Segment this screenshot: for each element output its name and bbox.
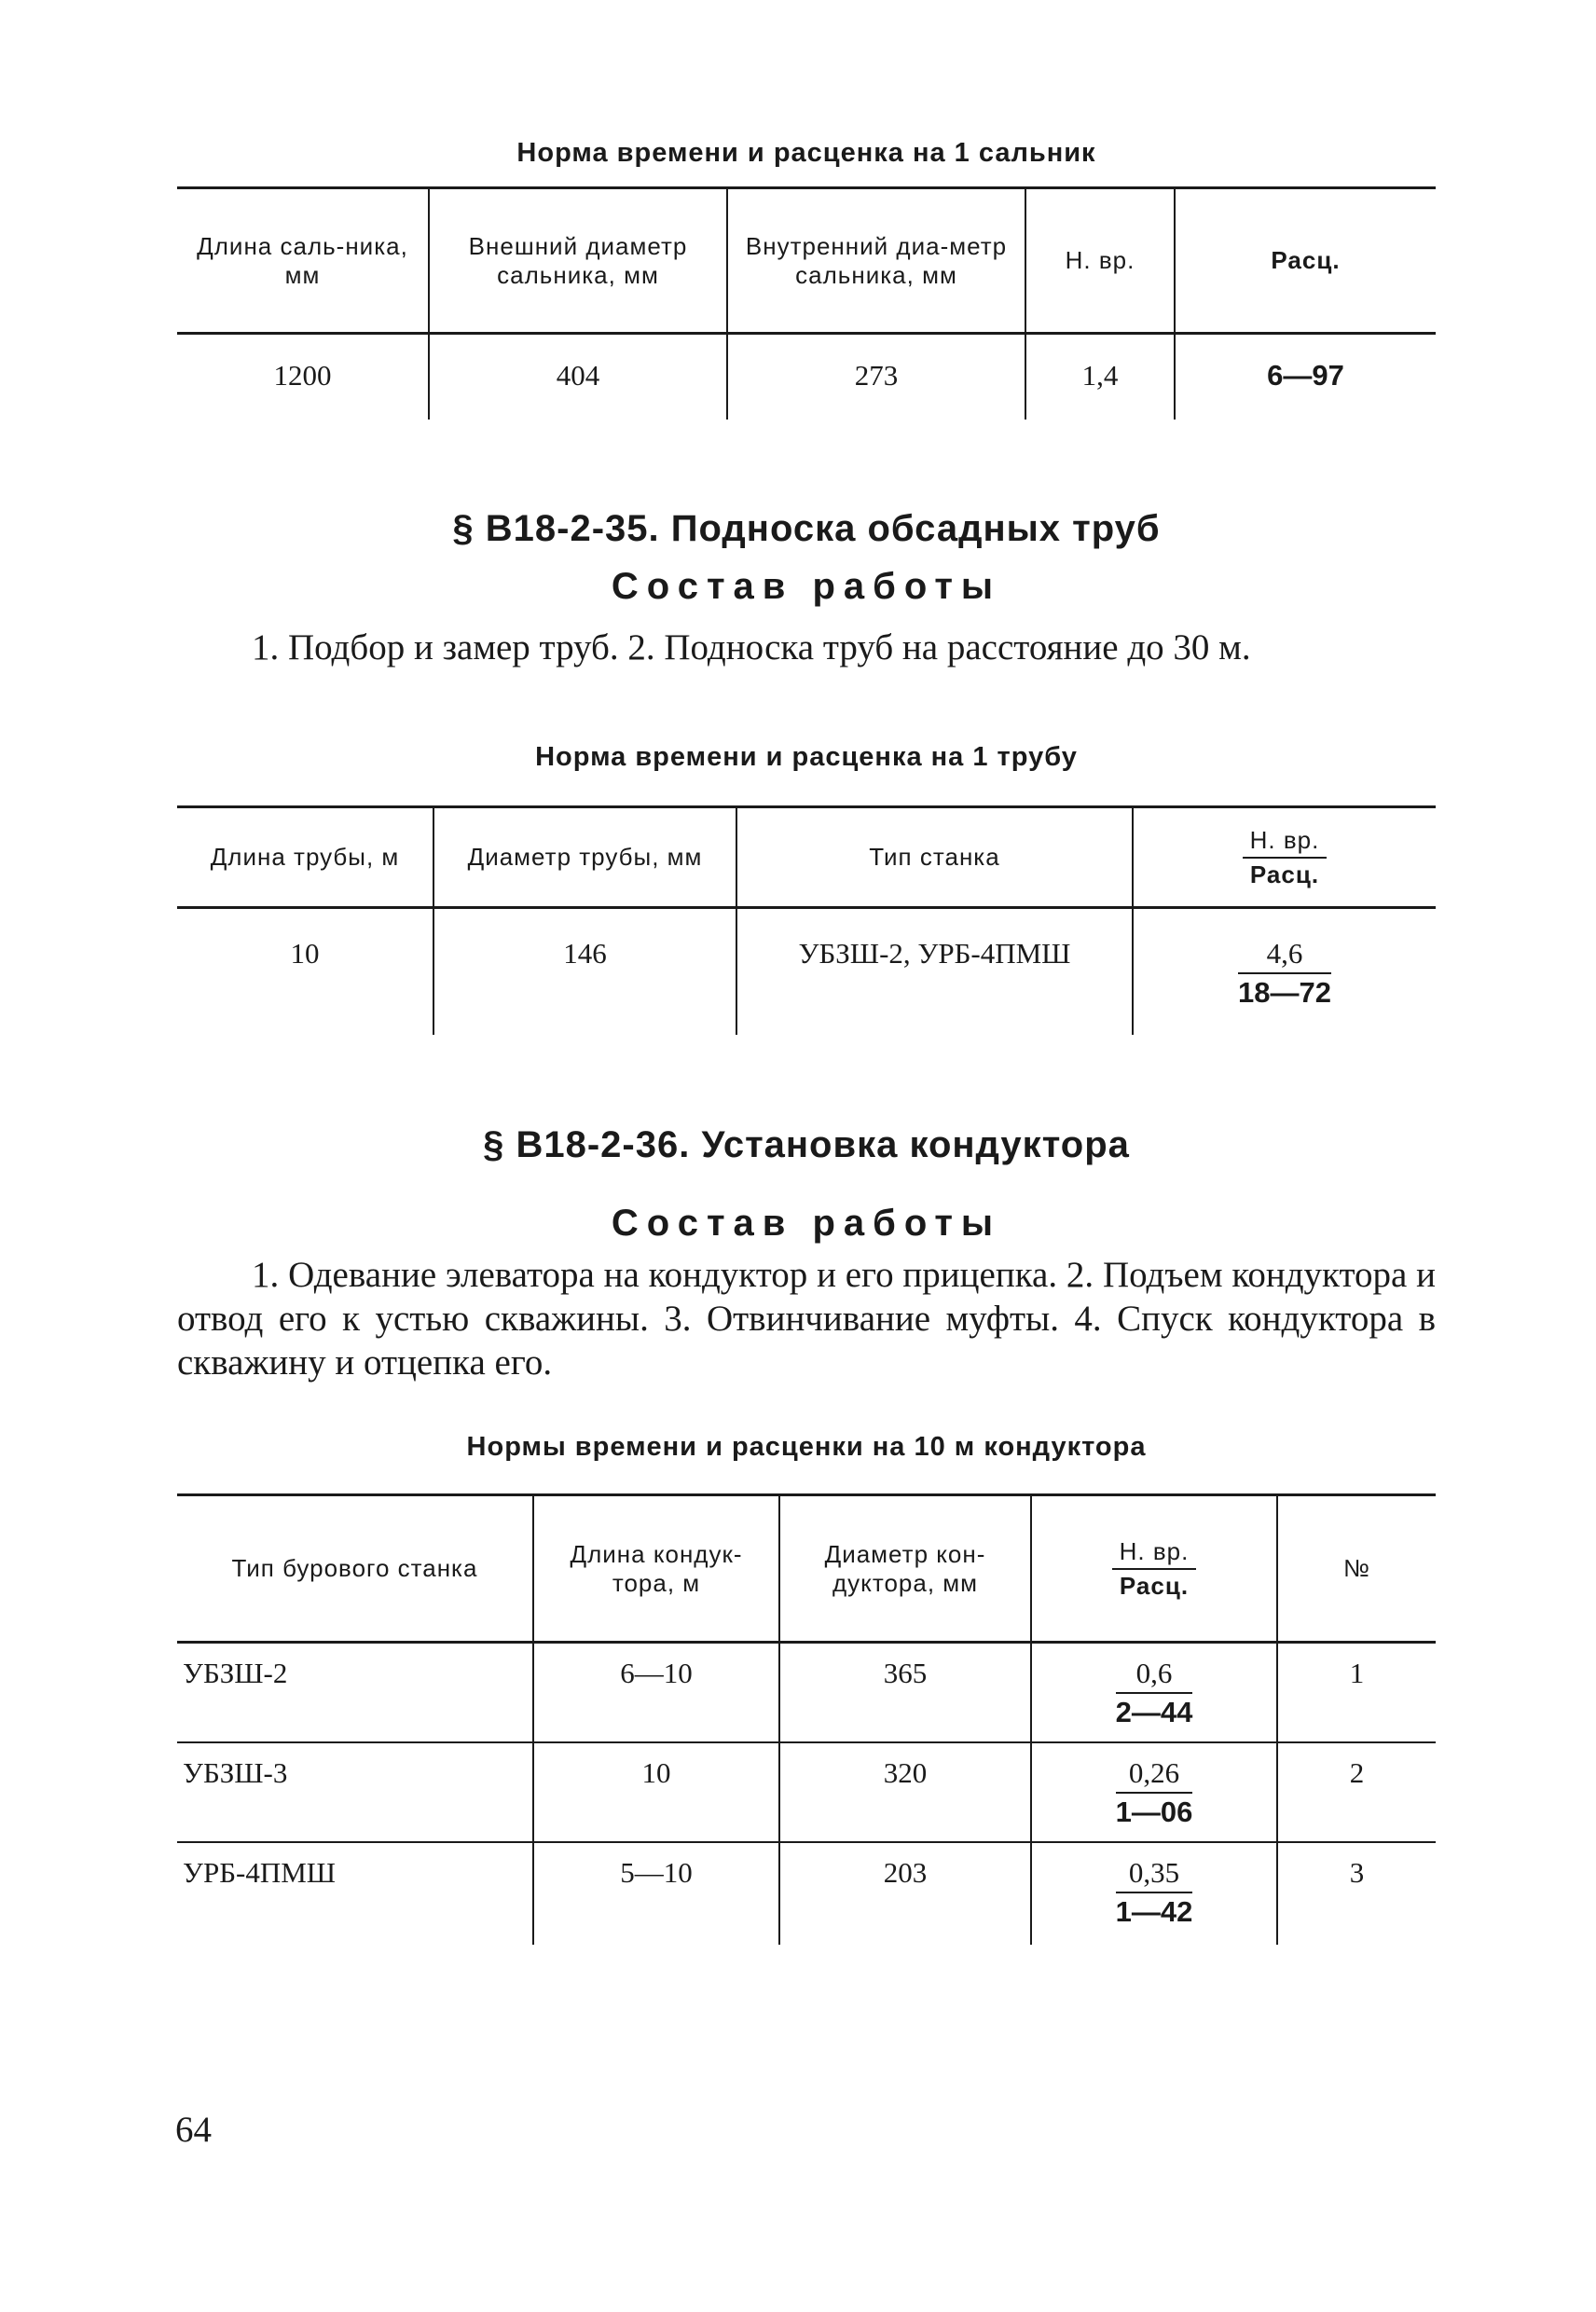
table2-cell-length: 10	[290, 937, 320, 970]
section36-subheading: Состав работы	[611, 1203, 1002, 1244]
table3-cell-nvr-rasc	[1031, 1643, 1277, 1742]
table2-cell-nvr-rasc	[1133, 908, 1436, 1035]
table3-cell-type: УРБ-4ПМШ	[183, 1855, 337, 1889]
page-number: 64	[175, 2110, 212, 2150]
table3-cell-no: 3	[1277, 1842, 1436, 1945]
table2-cell-machine: УБЗШ-2, УРБ-4ПМШ	[736, 908, 1133, 1035]
table1-header-outer-diameter: Внешний диаметр сальника, мм	[429, 188, 727, 334]
section35-text: 1. Подбор и замер труб. 2. Подноска труб на расстояние до 30 м.	[252, 627, 1251, 667]
section35-heading: § В18-2-35. Подноска обсадных труб	[452, 508, 1161, 549]
table1-header-nvr: Н. вр.	[1025, 188, 1175, 334]
table3-cell-type: УБЗШ-2	[183, 1657, 288, 1689]
section36-text: 1. Одевание элеватора на кондуктор и его прицепка. 2. Подъем кондуктора и отвод его к устью скважины. 3. Отвинчивание муфты. 4. Спуск кондуктора в скважину и отцепка его.	[177, 1255, 1436, 1383]
table2-header-diameter: Диаметр трубы, мм	[433, 807, 736, 908]
fraction-top: Н. вр.	[1112, 1537, 1197, 1570]
fraction-bottom: Расц.	[1249, 860, 1320, 888]
table1-header-length: Длина саль-ника, мм	[197, 231, 408, 289]
table3-cell-no: 2	[1277, 1742, 1436, 1842]
table1-cell-outer-diameter: 404	[429, 334, 727, 420]
fraction-top: 0,26	[1116, 1756, 1193, 1794]
table-row	[177, 1742, 1436, 1842]
section35-subheading: Состав работы	[611, 566, 1002, 607]
table3-cell-diameter: 203	[779, 1842, 1031, 1945]
table3-cell-diameter: 320	[779, 1742, 1031, 1842]
table3-header-length: Длина кондук-тора, м	[533, 1495, 779, 1643]
table3-header-machine-type: Тип бурового станка	[231, 1554, 478, 1582]
fraction-bottom: 1—42	[1115, 1894, 1193, 1928]
fraction-bottom: Расц.	[1119, 1571, 1190, 1600]
fraction	[1116, 1657, 1193, 1729]
table1-header-rasc: Расц.	[1175, 188, 1436, 334]
table1-caption: Норма времени и расценка на 1 сальник	[516, 138, 1096, 168]
table-row	[177, 908, 1436, 1035]
table2-header-length: Длина трубы, м	[210, 843, 400, 871]
table1-header-inner-diameter: Внутренний диа-метр сальника, мм	[727, 188, 1025, 334]
table3-cell-nvr-rasc	[1031, 1742, 1277, 1842]
table3-header-diameter: Диаметр кон-дуктора, мм	[779, 1495, 1031, 1643]
table3-cell-no: 1	[1277, 1643, 1436, 1742]
table1-cell-inner-diameter: 273	[727, 334, 1025, 420]
table3-cell-type: УБЗШ-3	[183, 1755, 288, 1789]
table1-cell-nvr: 1,4	[1025, 334, 1175, 420]
table3-header-no: №	[1277, 1495, 1436, 1643]
fraction	[1112, 1537, 1197, 1601]
table3-cell-diameter: 365	[779, 1643, 1031, 1742]
table2-caption: Норма времени и расценка на 1 трубу	[535, 742, 1078, 772]
table2	[177, 805, 1436, 1035]
table3	[177, 1493, 1436, 1945]
table3-cell-length: 10	[533, 1742, 779, 1842]
table2-header-nvr-rasc	[1133, 807, 1436, 908]
table-row	[177, 1842, 1436, 1945]
table2-cell-diameter: 146	[433, 908, 736, 1035]
fraction-bottom: 18—72	[1238, 976, 1331, 1009]
table-row	[177, 1643, 1436, 1742]
fraction	[1243, 826, 1328, 889]
table1-cell-rasc: 6—97	[1175, 334, 1436, 420]
table1	[177, 186, 1436, 420]
table2-header-machine: Тип станка	[736, 807, 1133, 908]
table1-cell-length: 1200	[273, 359, 332, 392]
section36-heading: § В18-2-36. Установка кондуктора	[483, 1124, 1130, 1165]
fraction-top: 0,35	[1116, 1856, 1193, 1893]
fraction-bottom: 1—06	[1115, 1795, 1193, 1828]
fraction	[1116, 1856, 1193, 1929]
table3-cell-nvr-rasc	[1031, 1842, 1277, 1945]
fraction-bottom: 2—44	[1115, 1696, 1193, 1728]
table3-caption: Нормы времени и расценки на 10 м кондуктора	[466, 1432, 1147, 1462]
fraction	[1238, 937, 1331, 1010]
table-row	[177, 334, 1436, 420]
table3-header-nvr-rasc	[1031, 1495, 1277, 1643]
fraction-top: 4,6	[1238, 937, 1331, 974]
table3-cell-length: 6—10	[533, 1643, 779, 1742]
fraction-top: 0,6	[1116, 1657, 1193, 1694]
fraction-top: Н. вр.	[1243, 826, 1328, 859]
fraction	[1116, 1756, 1193, 1829]
table3-cell-length: 5—10	[533, 1842, 779, 1945]
